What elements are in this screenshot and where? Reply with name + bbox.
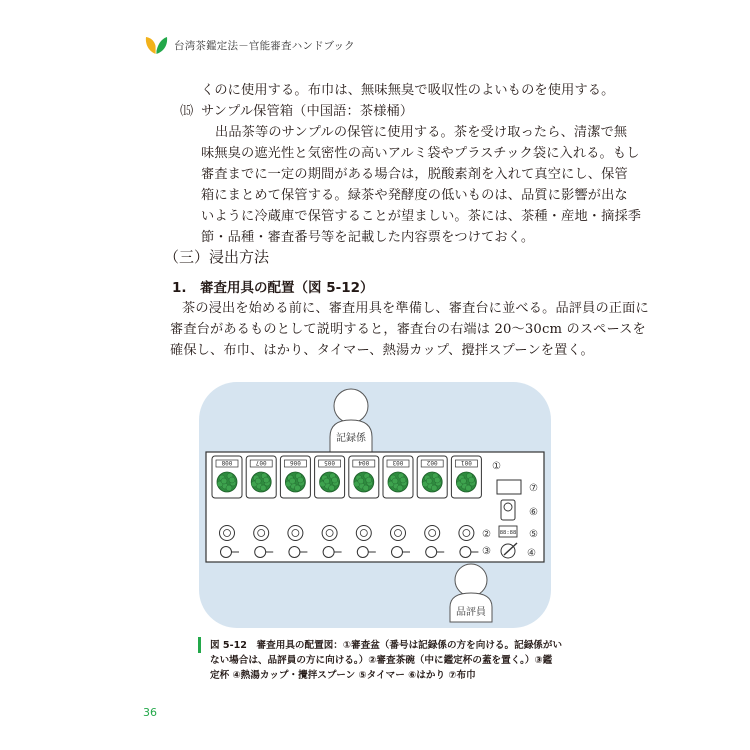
marker-label: ④ [527,548,536,559]
review-bowl [220,526,235,541]
item-title: サンプル保管箱（中国語：茶様桶） [201,104,414,119]
figure-caption-line: 定杯 ④熱湯カップ・攪拌スプーン ⑤タイマー ⑥はかり ⑦布巾 [210,670,476,681]
body-line: 確保し、布巾、はかり、タイマー、熱湯カップ、攪拌スプーンを置く。 [170,343,594,358]
review-bowl [288,526,303,541]
review-tray [246,456,276,498]
header-title: 台湾茶鑑定法－官能審査ハンドブック [174,39,355,52]
figure-caption-line: 図 5-12 審査用具の配置図：①審査盆（番号は記録係の方を向ける。記録係がい [210,640,563,651]
body-line: 審査台があるものとして説明すると，審査台の右端は 20～30cm のスペースを [170,322,646,337]
review-tray [417,456,447,498]
item-number: ⒂ [180,104,194,119]
caption-accent-bar [198,637,201,653]
body-line: 節・品種・審査番号等を記載した内容票をつけておく。 [201,230,535,245]
review-bowl [459,526,474,541]
marker-label: ⑥ [529,507,538,518]
review-bowl [356,526,371,541]
timer-display: 88:88 [499,530,517,536]
scale-icon [501,500,515,520]
body-line: 箱にまとめて保管する。緑茶や発酵度の低いものは、品質に影響が出な [201,188,628,203]
review-tray [212,456,242,498]
tray-number: 002 [426,459,438,466]
review-tray [383,456,413,498]
timer-icon [499,526,517,537]
review-tray [280,456,310,498]
cloth-icon [497,480,521,494]
subsection-heading: 1. 審査用具の配置（図 5-12） [172,280,374,296]
review-tray [315,456,345,498]
judge-label: 品評員 [456,607,486,618]
marker-label: ⑤ [529,529,538,540]
body-line: 審査までに一定の期間がある場合は，脱酸素剤を入れて真空にし、保管 [201,167,628,182]
review-bowl [322,526,337,541]
section-title: （三）浸出方法 [164,248,270,266]
tray-number: 001 [460,459,472,466]
tray-number: 003 [392,459,404,466]
marker-label: ② [482,529,491,540]
review-tray [451,456,481,498]
body-line: 茶の浸出を始める前に、審査用具を準備し、審査台に並べる。品評員の正面に [182,301,649,316]
review-bowl [425,526,440,541]
tray-number: 004 [358,459,370,466]
tray-number: 006 [289,459,301,466]
tray-number: 005 [324,459,336,466]
recorder-label: 記録係 [336,433,366,444]
figure-caption-line: ない場合は、品評員の方に向ける。）②審査茶碗（中に鑑定杯の蓋を置く。）③鑑 [210,655,553,666]
body-line: いように冷蔵庫で保管することが望ましい。茶には、茶種・産地・摘採季 [201,209,642,224]
marker-label: ① [492,461,501,472]
body-line: 出品茶等のサンプルの保管に使用する。茶を受け取ったら、清潔で無 [215,125,628,140]
marker-label: ③ [482,546,491,557]
review-bowl [254,526,269,541]
marker-label: ⑦ [529,483,538,494]
body-line: くのに使用する。布巾は、無味無臭で吸収性のよいものを使用する。 [201,83,615,98]
page-number: 36 [143,706,157,719]
body-line: 味無臭の遮光性と気密性の高いアルミ袋やプラスチック袋に入れる。もし [201,146,640,161]
tray-number: 007 [255,459,267,466]
review-bowl [391,526,406,541]
review-tray [349,456,379,498]
tray-number: 008 [221,459,233,466]
